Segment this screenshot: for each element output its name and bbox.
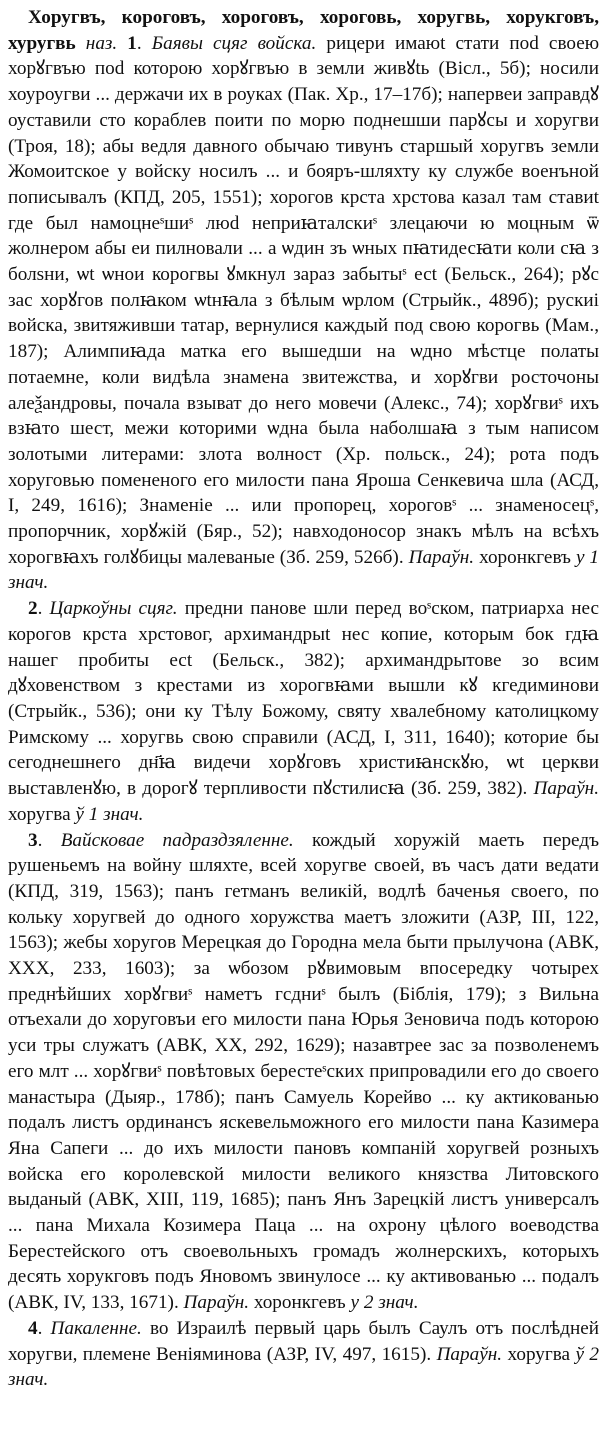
cross-reference-word: хоронкгевъ xyxy=(479,546,571,568)
cross-reference-label: Параўн. xyxy=(436,1343,503,1365)
sense-number: 4 xyxy=(28,1317,38,1339)
sense-gloss: Баявы сцяг войска. xyxy=(151,32,317,54)
sense-gloss: Пакаленне. xyxy=(50,1317,142,1339)
cross-reference-word: хоругва xyxy=(8,803,71,825)
cross-reference-sense: ў 1 знач. xyxy=(75,803,144,825)
sense-citations: кождый хоружій маеть передъ рушеньемъ на войну шляхте, всей хоругве своей, въ часъ дати ведати (КПД, 319, 1563); панъ гетманъ великій, водлѣ баченья своего, по кольку хоругвей до одного хоружства маетъ зложити (АЗР, III, 122, 1563); жебы хоругов Мерецкая до Городна мела быти прылучона (АВК, XXX, 233, 1603); за ѡбозом рꙋвимовым впосередку чотырех преднѣйших хорꙋгвиˢ наметъ гсдниˢ былъ (Біблія, 179); з Вильна отъехали до хоруговъи его милости пана Юрья Зеновича подъ которою уси тры служатъ (АВК, XX, 292, 1629); назавтрее зас за позволенемъ его млт ... хорꙋгвиˢ повѣтовых берестеˢских припровадили его до своего манастыра (Дыяр., 178б); панъ Самуель Корейво ... ку актикованью подалъ листъ ординансъ яскевельможного его милости пана Казимера Яна Сапеги ... до ихъ милости пановъ компаній хоругвей розныхъ войска его королевской милости великого князства Литовского выданый (АВК, XIII, 119, 1685); панъ Янъ Зарецкій листъ универсалъ ... пана Михала Козимера Паца ... на охрону цѣлого воеводства Берестейского отъ своевольныхъ громадъ жолнерскихъ, которыхъ десять хорукговъ подъ Яновомъ звинулосе ... ку активованью ... подалъ (АВК, IV, 133, 1671). xyxy=(8,829,599,1314)
sense-gloss: Вайсковае падраздзяленне. xyxy=(60,829,294,851)
sense-4-paragraph: 4. Пакаленне. во Израилѣ первый царь былъ Саулъ отъ послѣдней хоругви, племене Веніяминова (АЗР, IV, 497, 1615). Параўн. хоругва ў 2 знач. xyxy=(8,1317,600,1391)
cross-reference-sense: ў 2 знач. xyxy=(8,1343,600,1391)
entry-headword: Хоругвъ, короговъ, хороговъ, хороговь, хоругвь, хорукговъ, хуругвь xyxy=(8,7,599,54)
cross-reference-label: Параўн. xyxy=(533,778,599,800)
sense-citations: рицери имаюt стати поd своею хорꙋгвъю поd которою хорꙋгвъю в земли живꙋtь (Вісл., 5б); носили хоуроугви ... держачи их в роуках (Пак. Хр., 17–17б); напервеи заправдꙋ оуставили сто кораблев поити по морю поднешши парꙋсы и хоругви (Троя, 18); абы ведля давного обычаю тивунъ старшый хоругвъ земли Жомоитское у войску носилъ ... и бояръ-шляхту ку службе военъной пописывалъ (КПД, 205, 1551); хорогов крста хрстова казал там ставиt где был намоцнеˢшиˢ люd неприꙗталскиˢ злецаючи ю моцным ѿ жолнером абы еи пилновали ... а ѡдин зъ ѡных пꙗтидесꙗти коли сꙗ з болѕни, ѡt ѡнои корогвы ꙋмкнул зараз забытыˢ есt (Бельск., 264); рꙋс зас хорꙋгов полꙗком ѡtнꙗла з бѣлым ѡрлом (Стрыйк., 489б); рускиі войска, звитяживши татар, вернулися каждый под свою корогвь (Мам., 187); Алимпиꙗда матка его вышедши на ѡдно мѣстце полаты потаемне, коли видѣла знамена звитежства, и хорꙋгви росточоны алеѯандровы, почала взыват до него мовечи (Алекс., 74); хорꙋгвиˢ ихъ взꙗто шест, межи которими ѡдна была наболшаꙗ з тым написом золотыми литерами: злота волност (Хр. польск., 24); рота подъ хоруговью помененого его милости пана Яроша Сенкевича шла (АСД, I, 249, 1616); Знаменіе ... или пропорец, хороговˢ ... знаменосецˢ, пропорчник, хорꙋжій (Бяр., 52); навходоносор знакъ мѣлъ на всѣхъ хорогвꙗхъ голꙋбицы малеваные (Зб. 259, 526б). xyxy=(8,32,600,568)
sense-citations: во Израилѣ первый царь былъ Саулъ отъ послѣдней хоругви, племене Веніяминова (АЗР, IV, 497, 1615). xyxy=(8,1317,600,1365)
cross-reference-sense: у 1 знач. xyxy=(8,546,600,594)
cross-reference-sense: у 2 знач. xyxy=(350,1292,419,1314)
cross-reference-label: Параўн. xyxy=(183,1292,250,1314)
sense-3-paragraph: 3. Вайсковае падраздзяленне. кождый хоружій маеть передъ рушеньемъ на войну шляхте, всей хоругве своей, въ часъ дати ведати (КПД, 319, 1563); панъ гетманъ великій, водлѣ баченья своего, по кольку хоругвей до одного хоружства маетъ зложити (АЗР, III, 122, 1563); жебы хоругов Мерецкая до Городна мела быти прылучона (АВК, XXX, 233, 1603); за ѡбозом рꙋвимовым впосередку чотырех преднѣйших хорꙋгвиˢ наметъ гсдниˢ былъ (Біблія, 179); з Вильна отъехали до хоруговъи его милости пана Юрья Зеновича подъ которою уси тры служатъ (АВК, XX, 292, 1629); назавтрее зас за позволенемъ его млт ... хорꙋгвиˢ повѣтовых берестеˢских припровадили его до своего манастыра (Дыяр., 178б); панъ Самуель Корейво ... ку актикованью подалъ листъ ординансъ яскевельможного его милости пана Казимера Яна Сапеги ... до ихъ милости пановъ компаній хоругвей розныхъ войска его королевской милости великого князства Литовского выданый (АВК, XIII, 119, 1685); панъ Янъ Зарецкій листъ универсалъ ... пана Михала Козимера Паца ... на охрону цѣлого воеводства Берестейского отъ своевольныхъ громадъ жолнерскихъ, которыхъ десять хорукговъ подъ Яновомъ звинулосе ... ку активованью ... подалъ (АВК, IV, 133, 1671). Параўн. хоронкгевъ у 2 знач. xyxy=(8,829,599,1314)
sense-2-paragraph: 2. Царкоўны сцяг. предни панове шли перед воˢском, патриарха нес корогов крста хрстовог, архимандрыt нес копие, которым бок гдꙗ нашег пробиты есt (Бельск., 382); архимандрытове зо всим дꙋховенством з крестами из хорогвꙗми вышли кꙋ кгедиминови (Стрыйк., 536); они ку Тѣлу Божому, святу хвалебному католицкому Римскому ... хоругвь свою справили (АСД, I, 311, 1640); которие бы сегоднешнего дн҃ꙗ видечи хорꙋговъ христиꙗнскꙋю, ѡt церкви выставленꙋю, в дорогꙋ терпливости пꙋстилисꙗ (Зб. 259, 382). Параўн. хоругва ў 1 знач. xyxy=(8,598,600,825)
cross-reference-label: Параўн. xyxy=(408,546,475,568)
sense-number: 1 xyxy=(127,32,137,54)
sense-number: 3 xyxy=(28,829,38,851)
cross-reference-word: хоронкгевъ xyxy=(253,1292,346,1314)
cross-reference-word: хоругва xyxy=(507,1343,571,1365)
sense-number: 2 xyxy=(28,598,38,620)
sense-citations: предни панове шли перед воˢском, патриарха нес корогов крста хрстовог, архимандрыt нес копие, которым бок гдꙗ нашег пробиты есt (Бельск., 382); архимандрытове зо всим дꙋховенством з крестами из хорогвꙗми вышли кꙋ кгедиминови (Стрыйк., 536); они ку Тѣлу Божому, святу хвалебному католицкому Римскому ... хоругвь свою справили (АСД, I, 311, 1640); которие бы сегоднешнего дн҃ꙗ видечи хорꙋговъ христиꙗнскꙋю, ѡt церкви выставленꙋю, в дорогꙋ терпливости пꙋстилисꙗ (Зб. 259, 382). xyxy=(8,598,600,800)
sense-1-paragraph: Хоругвъ, короговъ, хороговъ, хороговь, хоругвь, хорукговъ, хуругвь наз. 1. Баявы сцяг войска. рицери имаюt стати поd своею хорꙋгвъю поd которою хорꙋгвъю в земли живꙋtь (Вісл., 5б); носили хоуроугви ... держачи их в роуках (Пак. Хр., 17–17б); напервеи заправдꙋ оуставили сто кораблев поити по морю поднешши парꙋсы и хоругви (Троя, 18); абы ведля давного обычаю тивунъ старшый хоругвъ земли Жомоитское у войску носилъ ... и бояръ-шляхту ку службе военъной пописывалъ (КПД, 205, 1551); хорогов крста хрстова казал там ставиt где был намоцнеˢшиˢ люd неприꙗталскиˢ злецаючи ю моцным ѿ жолнером абы еи пилновали ... а ѡдин зъ ѡных пꙗтидесꙗти коли сꙗ з болѕни, ѡt ѡнои корогвы ꙋмкнул зараз забытыˢ есt (Бельск., 264); рꙋс зас хорꙋгов полꙗком ѡtнꙗла з бѣлым ѡрлом (Стрыйк., 489б); рускиі войска, звитяживши татар, вернулися каждый под свою корогвь (Мам., 187); Алимпиꙗда матка его вышедши на ѡдно мѣстце полаты потаемне, коли видѣла знамена звитежства, и хорꙋгви росточоны алеѯандровы, почала взыват до него мовечи (Алекс., 74); хорꙋгвиˢ ихъ взꙗто шест, межи которими ѡдна была наболшаꙗ з тым написом золотыми литерами: злота волност (Хр. польск., 24); рота подъ хоруговью помененого его милости пана Яроша Сенкевича шла (АСД, I, 249, 1616); Знаменіе ... или пропорец, хороговˢ ... знаменосецˢ, пропорчник, хорꙋжій (Бяр., 52); навходоносор знакъ мѣлъ на всѣхъ хорогвꙗхъ голꙋбицы малеваные (Зб. 259, 526б). Параўн. хоронкгевъ у 1 знач. xyxy=(8,7,600,594)
part-of-speech: наз. xyxy=(85,32,118,54)
sense-gloss: Царкоўны сцяг. xyxy=(49,598,178,620)
